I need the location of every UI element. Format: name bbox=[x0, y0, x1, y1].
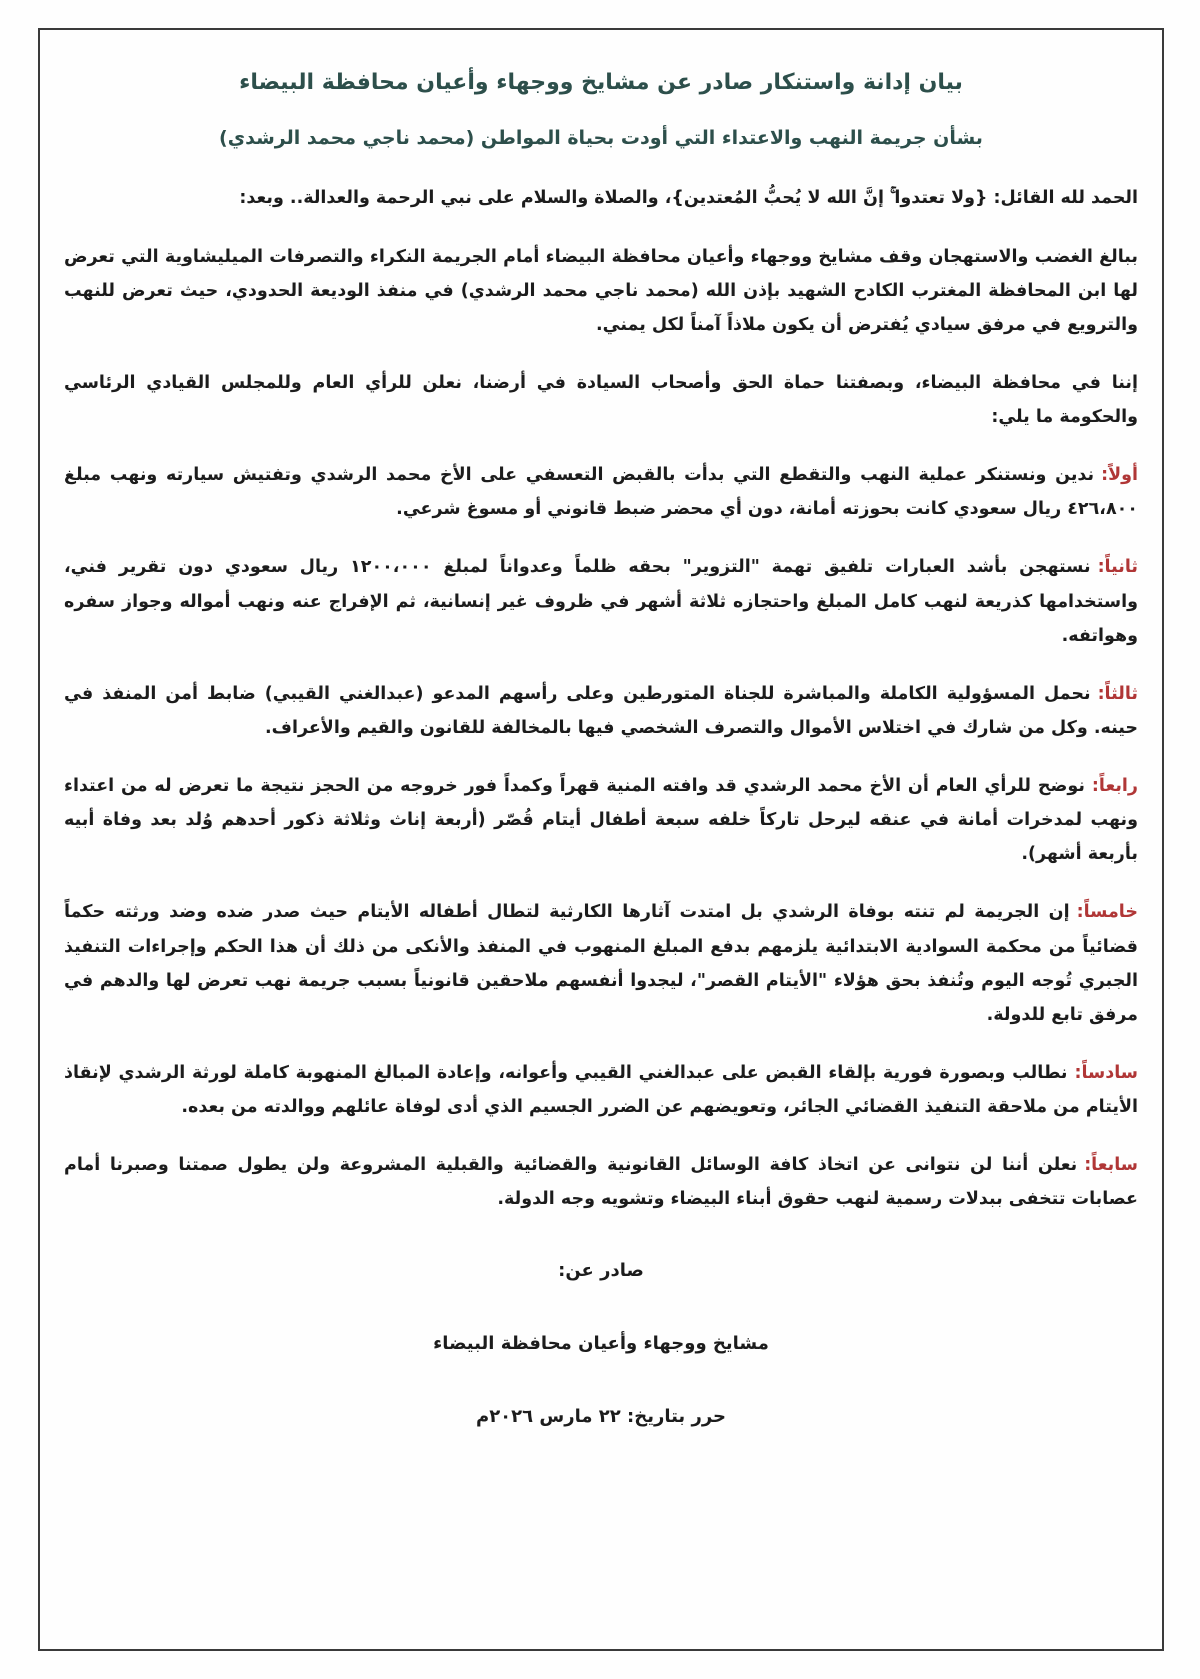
item-3-label: ثالثاً: bbox=[1097, 683, 1138, 704]
footer bbox=[64, 1260, 1138, 1427]
item-6-text: نطالب وبصورة فورية بإلقاء القبض على عبدالغني القيبي وأعوانه، وإعادة المبالغ المنهوبة كاملة لورثة الرشدي لإنقاذ الأيتام من ملاحقة التنفيذ القضائي الجائر، وتعويضهم عن الضرر الجسيم الذي أدى لوفاة عائلهم ووالدته من بعده. bbox=[64, 1062, 1138, 1118]
item-6-label: سادساً: bbox=[1074, 1062, 1138, 1083]
item-1-label: أولاً: bbox=[1101, 465, 1138, 486]
issued-by-label: صادر عن: bbox=[558, 1260, 644, 1282]
declaration-lead: إننا في محافظة البيضاء، وبصفتنا حماة الحق وأصحاب السيادة في أرضنا، نعلن للرأي العام وللمجلس القيادي الرئاسي والحكومة ما يلي: bbox=[64, 372, 1138, 428]
item-7-text: نعلن أننا لن نتوانى عن اتخاذ كافة الوسائل القانونية والقضائية والقبلية المشروعة ولن يطول صمتنا وصبرنا أمام عصابات تتخفى ببدلات رسمية لنهب حقوق أبناء البيضاء وتشويه وجه الدولة. bbox=[64, 1155, 1138, 1210]
item-7-label: سابعاً: bbox=[1084, 1155, 1138, 1176]
statement-item-4 bbox=[64, 769, 1138, 871]
statement-item-7 bbox=[64, 1148, 1138, 1216]
statement-item-2 bbox=[64, 550, 1138, 652]
statement-item-1 bbox=[64, 458, 1138, 526]
issued-by: مشايخ ووجهاء وأعيان محافظة البيضاء bbox=[433, 1333, 769, 1355]
item-3-text: نحمل المسؤولية الكاملة والمباشرة للجناة المتورطين وعلى رأسهم المدعو (عبدالغني القيبي) ضابط أمن المنفذ في حينه. وكل من شارك في اختلاس الأموال والتصرف الشخصي فيها بالمخالفة للقانون والقيم والأعراف. bbox=[64, 683, 1138, 738]
opening-invocation: الحمد لله القائل: {ولا تعتدوا ۚ إنَّ الله لا يُحبُّ المُعتدين}، والصلاة والسلام على نبي الرحمة والعدالة.. وبعد: bbox=[239, 188, 1138, 209]
item-2-label: ثانياً: bbox=[1097, 557, 1138, 578]
statement-item-6 bbox=[64, 1056, 1138, 1124]
item-4-label: رابعاً: bbox=[1091, 776, 1138, 797]
date-line: حرر بتاريخ: ٢٢ مارس ٢٠٢٦م bbox=[475, 1406, 726, 1428]
statement-item-3 bbox=[64, 677, 1138, 745]
item-5-text: إن الجريمة لم تنته بوفاة الرشدي بل امتدت آثارها الكارثية لتطال أطفاله الأيتام حيث صدر ضده وضد ورثته حكماً قضائياً من محكمة السوادية الابتدائية يلزمهم بدفع المبلغ المنهوب في المنفذ والأنكى من ذلك أن هذا الحكم وإجراءات التنفيذ الجبري تُوجه اليوم وتُنفذ بحق هؤلاء "الأيتام القصر"، ليجدوا أنفسهم ملاحقين قانونياً بسبب جريمة نهب تعرض لها والدهم في مرفق تابع للدولة. bbox=[64, 902, 1138, 1025]
item-1-text: ندين ونستنكر عملية النهب والتقطع التي بدأت بالقبض التعسفي على الأخ محمد الرشدي وتفتيش سيارته ونهب مبلغ ٤٢٦،٨٠٠ ريال سعودي كانت بحوزته أمانة، دون أي محضر ضبط قانوني أو مسوغ شرعي. bbox=[64, 465, 1138, 520]
item-4-text: نوضح للرأي العام أن الأخ محمد الرشدي قد وافته المنية قهراً وكمداً فور خروجه من الحجز نتيجة ما تعرض له من اعتداء ونهب لمدخرات أمانة في عنقه ليرحل تاركاً خلفه سبعة أطفال أيتام قُصّر (أربعة إناث وثلاثة ذكور أحدهم وُلد بعد وفاة أبيه بأربعة أشهر). bbox=[64, 776, 1138, 865]
item-5-label: خامساً: bbox=[1076, 902, 1138, 923]
item-2-text: نستهجن بأشد العبارات تلفيق تهمة "التزوير" بحقه ظلماً وعدواناً لمبلغ ١٢٠٠،٠٠٠ ريال سعودي دون تقرير فني، واستخدامها كذريعة لنهب كامل المبلغ واحتجازه ثلاثة أشهر في ظروف غير إنسانية، ثم الإفراج عنه ونهب أمواله وجواز سفره وهواتفه. bbox=[64, 557, 1138, 646]
document-title: بيان إدانة واستنكار صادر عن مشايخ ووجهاء وأعيان محافظة البيضاء bbox=[239, 70, 963, 95]
intro-paragraph: ببالغ الغضب والاستهجان وقف مشايخ ووجهاء وأعيان محافظة البيضاء أمام الجريمة النكراء والتصرفات الميليشاوية التي تعرض لها ابن المحافظة المغترب الكادح الشهيد بإذن الله (محمد ناجي محمد الرشدي) في منفذ الوديعة الحدودي، حيث تعرض للنهب والترويع في مرفق سيادي يُفترض أن يكون ملاذاً آمناً لكل يمني. bbox=[64, 246, 1138, 335]
document-subtitle: بشأن جريمة النهب والاعتداء التي أودت بحياة المواطن (محمد ناجي محمد الرشدي) bbox=[219, 126, 983, 149]
document-border-frame bbox=[38, 28, 1164, 1651]
statement-item-5 bbox=[64, 895, 1138, 1032]
